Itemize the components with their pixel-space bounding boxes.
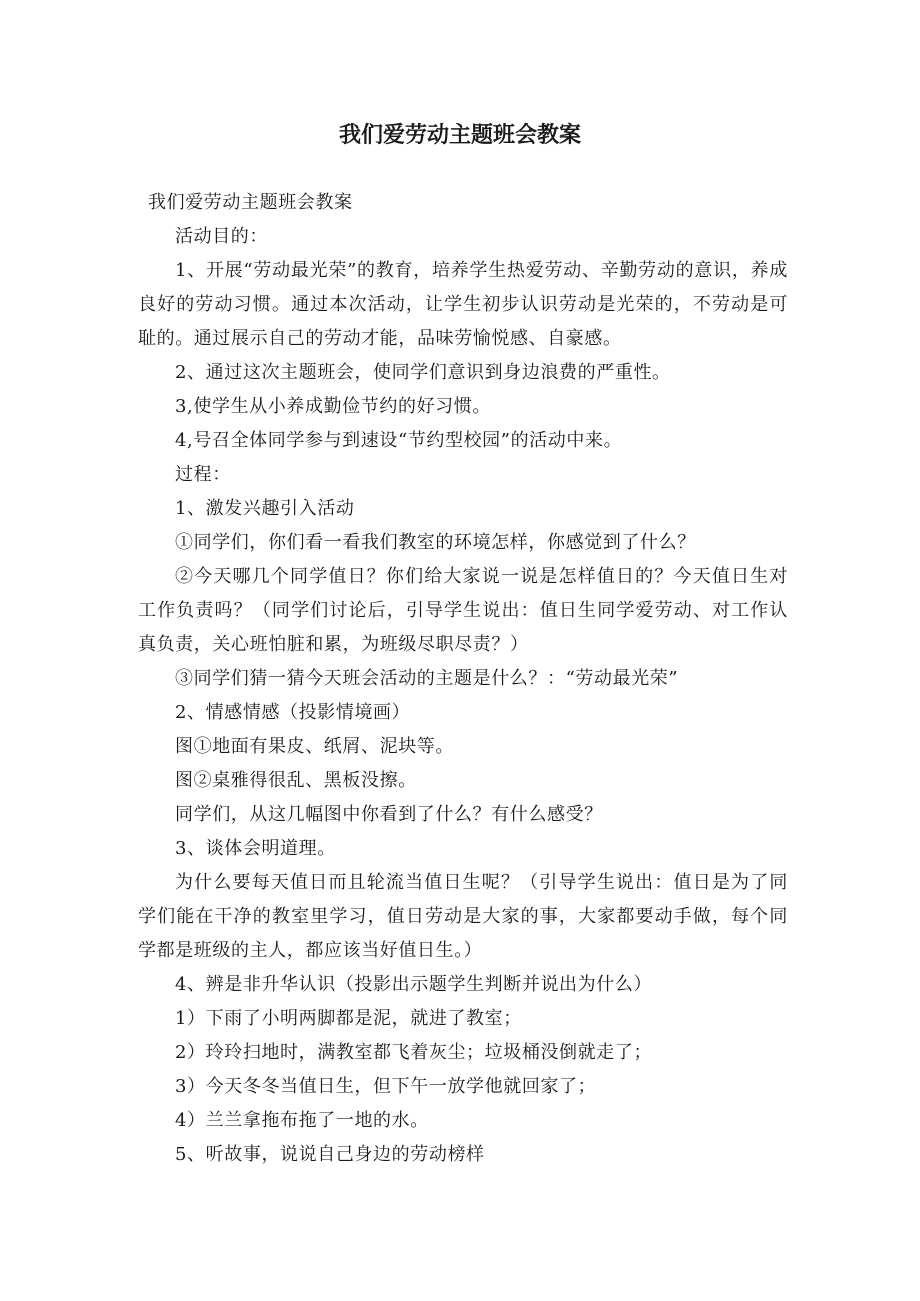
paragraph-step-1-q3: ③同学们猜一猜今天班会活动的主题是什么？：“劳动最光荣”: [175, 668, 679, 689]
paragraph-step-1: 1、激发兴趣引入活动: [175, 498, 355, 519]
paragraph-case-2: 2）玲玲扫地时，满教室都飞着灰尘；垃圾桶没倒就走了；: [175, 1042, 653, 1063]
section-heading: 我们爱劳动主题班会教案: [148, 192, 353, 213]
paragraph-step-4: 4、辨是非升华认识（投影出示题学生判断并说出为什么）: [175, 974, 653, 995]
paragraph-process-heading: 过程：: [175, 464, 231, 485]
paragraph-goal-1: 1、开展“劳动最光荣”的教育，培养学生热爱劳动、辛勤劳动的意识，养成良好的劳动习惯。通过本次活动，让学生初步认识劳动是光荣的，不劳动是可耻的。通过展示自己的劳动才能，品味劳愉悦感、自豪感。: [138, 260, 788, 349]
paragraph-picture-question: 同学们，从这几幅图中你看到了什么？有什么感受？: [175, 804, 603, 825]
paragraph-goals-heading: 活动目的：: [175, 226, 268, 247]
paragraph-goal-4: 4,号召全体同学参与到速设“节约型校园”的活动中来。: [175, 430, 623, 451]
paragraph-step-3-body: 为什么要每天值日而且轮流当值日生呢？（引导学生说出：值日是为了同学们能在干净的教室里学习，值日劳动是大家的事，大家都要动手做，每个同学都是班级的主人，都应该当好值日生。）: [138, 872, 788, 961]
paragraph-step-3: 3、谈体会明道理。: [175, 838, 336, 859]
paragraph-case-1: 1）下雨了小明两脚都是泥，就进了教室；: [175, 1008, 522, 1029]
paragraph-picture-2: 图②桌雅得很乱、黑板没擦。: [175, 770, 417, 791]
paragraph-step-1-q1: ①同学们，你们看一看我们教室的环境怎样，你感觉到了什么？: [175, 532, 696, 553]
document-title: 我们爱劳动主题班会教案: [338, 123, 581, 148]
paragraph-case-4: 4）兰兰拿拖布拖了一地的水。: [175, 1110, 429, 1131]
document-body: [138, 186, 788, 1172]
paragraph-step-2: 2、情感情感（投影情境画）: [175, 702, 411, 723]
paragraph-goal-3: 3,使学生从小养成勤俭节约的好习惯。: [175, 396, 491, 417]
paragraph-picture-1: 图①地面有果皮、纸屑、泥块等。: [175, 736, 454, 757]
paragraph-step-1-q2: ②今天哪几个同学值日？你们给大家说一说是怎样值日的？今天值日生对工作负责吗？（同学们讨论后，引导学生说出：值日生同学爱劳动、对工作认真负责，关心班怕脏和累，为班级尽职尽责？）: [138, 566, 788, 655]
paragraph-goal-2: 2、通过这次主题班会，使同学们意识到身边浪费的严重性。: [175, 362, 671, 383]
paragraph-case-3: 3）今天冬冬当值日生，但下午一放学他就回家了；: [175, 1076, 597, 1097]
paragraph-step-5: 5、听故事，说说自己身边的劳动榜样: [175, 1144, 485, 1165]
